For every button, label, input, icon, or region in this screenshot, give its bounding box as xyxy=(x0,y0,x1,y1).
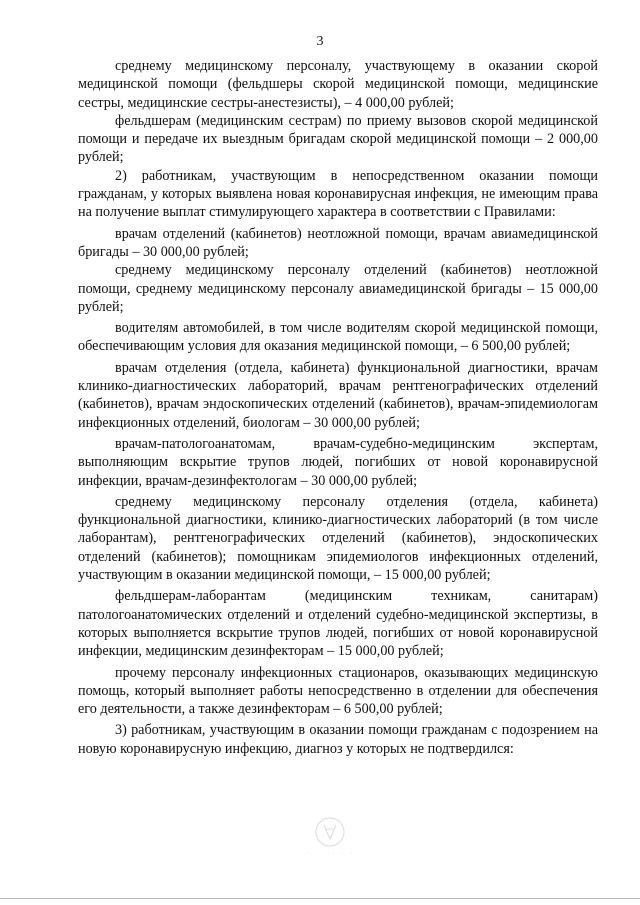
paragraph: среднему медицинскому персоналу отделений (кабинетов) неотложной помощи, среднему медицинскому персоналу авиамедицинской бригады – 15 000,00 рублей; xyxy=(78,262,598,315)
paragraph: врачам-патологоанатомам, врачам-судебно-медицинским экспертам, выполняющим вскрытие трупов людей, погибших от новой коронавирусной инфекции, врачам-дезинфектологам – 30 000,00 рублей; xyxy=(78,435,598,489)
paragraph: врачам отделения (отдела, кабинета) функциональной диагностики, врачам клинико-диагностических лабораторий, врачам рентгенографических отделений (кабинетов), врачам эндоскопических отделений (кабинетов), врачам-эпидемиологам инфекционных отделений, биологам – 30 000,00 рублей; xyxy=(78,359,598,431)
paragraph: прочему персоналу инфекционных стационаров, оказывающих медицинскую помощь, который выполняет работы непосредственно в отделении для обеспечения его деятельности, а также дезинфекторам – 6 500,00 рублей; xyxy=(78,664,598,718)
page-edge-line xyxy=(0,898,640,899)
paragraph: фельдшерам (медицинским сестрам) по приему вызовов скорой медицинской помощи и передаче их выездным бригадам скорой медицинской помощи – 2 000,00 рублей; xyxy=(78,112,598,166)
paragraph: водителям автомобилей, в том числе водителям скорой медицинской помощи, обеспечивающим условия для оказания медицинской помощи, – 6 500,00 рублей; xyxy=(78,320,598,355)
paragraph: среднему медицинскому персоналу, участвующему в оказании скорой медицинской помощи (фельдшеры скорой медицинской помощи, медицинские сестры, медицинские сестры-анестезисты), – 4 000,00 рублей; xyxy=(78,58,598,111)
document-body xyxy=(78,57,598,758)
paragraph: 3) работникам, участвующим в оказании помощи гражданам с подозрением на новую коронавирусную инфекцию, диагноз у которых не подтвердился: xyxy=(78,722,598,757)
emblem-icon xyxy=(313,815,347,849)
watermark-text: · · · · · · xyxy=(306,849,354,858)
paragraph: фельдшерам-лаборантам (медицинским техникам, санитарам) патологоанатомических отделений и отделений судебно-медицинской экспертизы, в которых выполняется вскрытие трупов людей, погибших от новой коронавирусной инфекции, медицинским дезинфекторам – 15 000,00 рублей; xyxy=(78,588,598,660)
page-number: 3 xyxy=(316,34,324,49)
watermark-seal xyxy=(285,815,375,875)
paragraph: врачам отделений (кабинетов) неотложной помощи, врачам авиамедицинской бригады – 30 000,00 рублей; xyxy=(78,225,598,260)
paragraph: среднему медицинскому персоналу отделения (отдела, кабинета) функциональной диагностики, клинико-диагностических лабораторий (в том числе лаборантам), рентгенографических отделений (кабинетов), эндоскопических отделений (кабинетов); помощникам эпидемиологов инфекционных отделений, участвующим в оказании медицинской помощи, – 15 000,00 рублей; xyxy=(78,493,598,584)
paragraph: 2) работникам, участвующим в непосредственном оказании помощи гражданам, у которых выявлена новая коронавирусная инфекция, не имеющим права на получение выплат стимулирующего характера в соответствии с Правилами: xyxy=(78,167,598,221)
